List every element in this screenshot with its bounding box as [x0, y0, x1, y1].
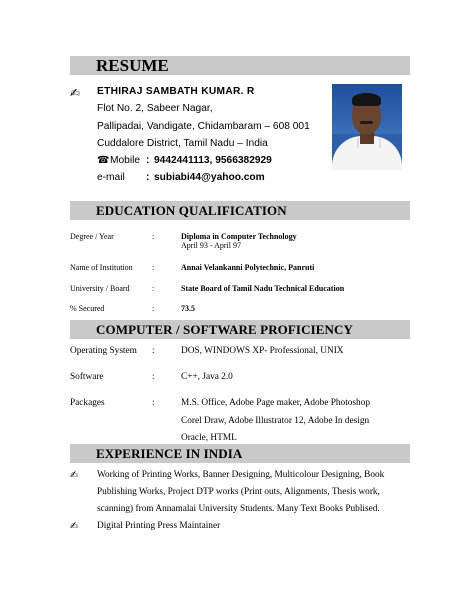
writing-hand-icon: ✍	[70, 86, 81, 100]
education-heading: EDUCATION QUALIFICATION	[96, 203, 287, 218]
education-value-degree: Diploma in Computer Technology	[181, 232, 297, 241]
email-label: e-mail	[97, 172, 125, 183]
mobile-separator: :	[146, 155, 150, 166]
computer-sep: :	[152, 346, 155, 356]
computer-sep: :	[152, 372, 155, 382]
candidate-name: ETHIRAJ SAMBATH KUMAR. R	[97, 86, 255, 97]
experience-heading: EXPERIENCE IN INDIA	[96, 446, 243, 461]
writing-hand-icon: ✍	[70, 470, 79, 481]
education-heading-band	[70, 201, 410, 220]
resume-title-band	[70, 56, 410, 75]
address-line-3: Cuddalore District, Tamil Nadu – India	[97, 138, 268, 149]
education-sep: :	[152, 232, 155, 241]
mobile-label: Mobile	[110, 155, 141, 166]
computer-label-packages: Packages	[70, 398, 105, 408]
experience-heading-band	[70, 444, 410, 463]
experience-item-1-line-2: Publishing Works, Project DTP works (Print outs, Alignments, Thesis work,	[97, 487, 380, 497]
computer-sep: :	[152, 398, 155, 408]
education-label-university: University / Board	[70, 284, 130, 293]
computer-label-os: Operating System	[70, 346, 137, 356]
education-sep: :	[152, 263, 155, 272]
education-value-percent: 73.5	[181, 304, 195, 313]
computer-value-packages-3: Oracle, HTML	[181, 433, 237, 443]
address-line-1: Flot No. 2, Sabeer Nagar,	[97, 103, 213, 114]
education-sub-degree: April 93 - April 97	[181, 241, 241, 250]
computer-heading-band	[70, 320, 410, 339]
education-value-university: State Board of Tamil Nadu Technical Education	[181, 284, 345, 293]
computer-value-packages-2: Corel Draw, Adobe Illustrator 12, Adobe In design	[181, 416, 370, 426]
experience-item-2-line-1: Digital Printing Press Maintainer	[97, 521, 221, 531]
computer-value-os: DOS, WINDOWS XP- Professional, UNIX	[181, 346, 344, 356]
education-label-percent: % Secured	[70, 304, 105, 313]
education-sep: :	[152, 304, 155, 313]
computer-label-software: Software	[70, 372, 104, 382]
education-sep: :	[152, 284, 155, 293]
email-separator: :	[146, 172, 150, 183]
profile-photo	[332, 84, 402, 170]
education-value-institution: Annai Velankanni Polytechnic, Panruti	[181, 263, 315, 272]
writing-hand-icon: ✍	[70, 521, 79, 532]
experience-item-1-line-3: scanning) from Annamalai University Students. Many Text Books Publised.	[97, 504, 380, 514]
resume-title: RESUME	[96, 56, 169, 75]
computer-value-packages-1: M.S. Office, Adobe Page maker, Adobe Photoshop	[181, 398, 370, 408]
mobile-value: 9442441113, 9566382929	[154, 155, 272, 166]
computer-heading: COMPUTER / SOFTWARE PROFICIENCY	[96, 322, 353, 337]
address-line-2: Pallipadai, Vandigate, Chidambaram – 608 001	[97, 121, 310, 132]
education-label-degree: Degree / Year	[70, 232, 114, 241]
email-value: subiabi44@yahoo.com	[154, 172, 265, 183]
experience-item-1-line-1: Working of Printing Works, Banner Designing, Multicolour Designing, Book	[97, 470, 385, 480]
computer-value-software: C++, Java 2.0	[181, 372, 233, 382]
education-label-institution: Name of Institution	[70, 263, 133, 272]
phone-icon: ☎	[97, 155, 110, 166]
